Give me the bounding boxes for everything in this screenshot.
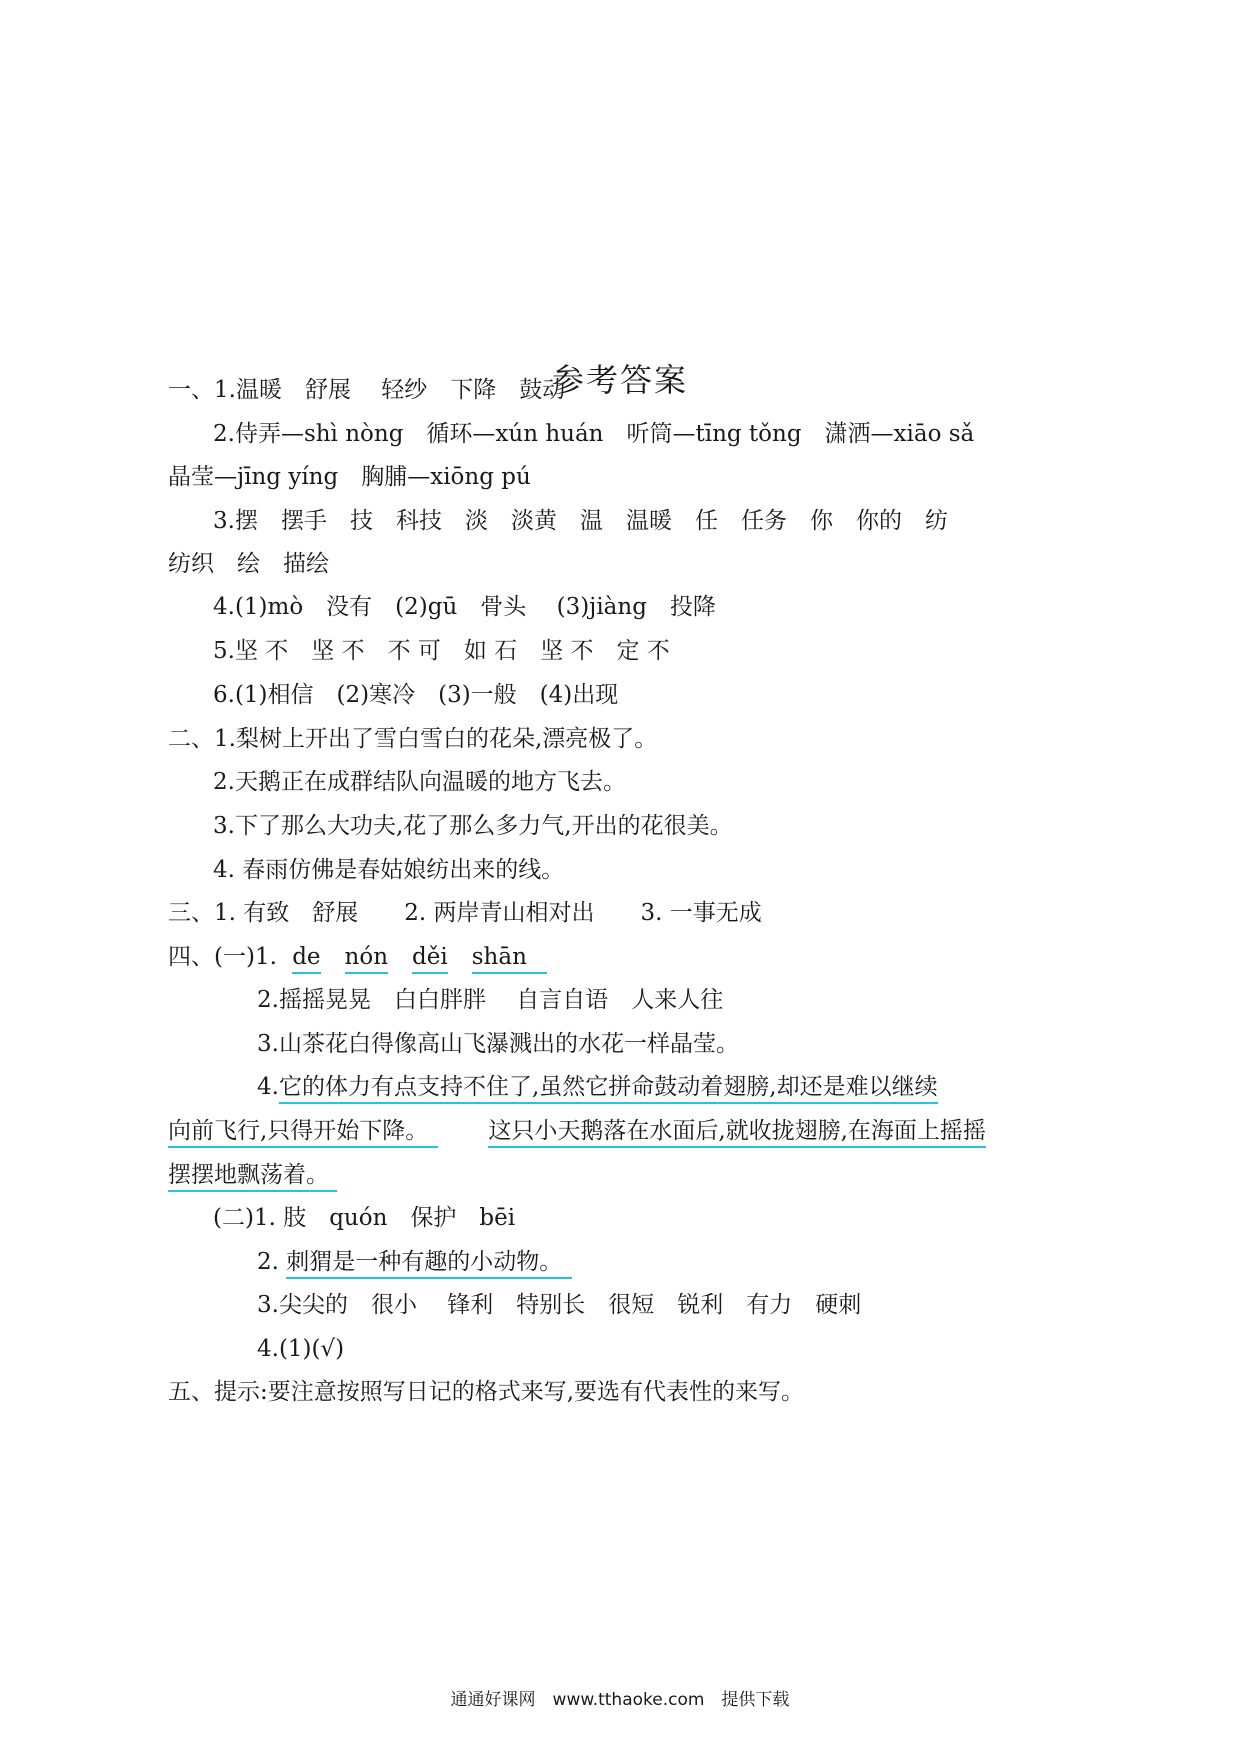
s4-b-line-1: (二)1. 肢 quón 保护 bēi — [213, 1205, 516, 1231]
s4-line-2: 2.摇摇晃晃 白白胖胖 自言自语 人来人往 — [257, 987, 724, 1013]
s4-b-line-2 — [257, 1247, 572, 1277]
s1-line-8: 6.(1)相信 (2)寒冷 (3)一般 (4)出现 — [213, 682, 619, 708]
s4-b-line-2-number: 2. — [257, 1249, 287, 1275]
s4-line-5-answer-b: 这只小天鹅落在水面后,就收拢翅膀,在海面上摇摇 — [488, 1118, 986, 1148]
s2-line-4: 4. 春雨仿佛是春姑娘纺出来的线。 — [213, 857, 565, 883]
s2-line-3: 3.下了那么大功夫,花了那么多力气,开出的花很美。 — [213, 813, 733, 839]
s4-line-3: 3.山茶花白得像高山飞瀑溅出的水花一样晶莹。 — [257, 1031, 739, 1057]
s4-line-6 — [168, 1160, 337, 1190]
s4-b-line-4: 4.(1)(√) — [257, 1336, 345, 1362]
s4-line-6-answer: 摆摆地飘荡着。 — [168, 1162, 337, 1192]
s1-line-4: 3.摆 摆手 技 科技 淡 淡黄 温 温暖 任 任务 你 你的 纺 — [213, 508, 948, 534]
pinyin-answer-2: nón — [345, 944, 388, 974]
s4-line-1 — [168, 942, 547, 972]
s1-line-5: 纺织 绘 描绘 — [168, 551, 329, 577]
s4-b-line-2-answer: 刺猬是一种有趣的小动物。 — [286, 1249, 572, 1279]
s4-line-4 — [257, 1072, 938, 1102]
s2-line-2: 2.天鹅正在成群结队向温暖的地方飞去。 — [213, 769, 626, 795]
s3-line-1: 三、1. 有致 舒展 2. 两岸青山相对出 3. 一事无成 — [168, 900, 762, 926]
s4-prefix: 四、(一)1. — [168, 944, 277, 970]
footer-credit: 通通好课网 www.tthaoke.com 提供下载 — [450, 1690, 790, 1710]
s1-line-3: 晶莹—jīng yíng 胸脯—xiōng pú — [168, 464, 531, 490]
s4-line-5-answer-a: 向前飞行,只得开始下降。 — [168, 1118, 438, 1148]
s1-line-7: 5.坚 不 坚 不 不 可 如 石 坚 不 定 不 — [213, 638, 670, 664]
pinyin-answer-3: děi — [412, 944, 448, 974]
pinyin-answer-4: shān — [472, 944, 547, 974]
page-title: 参考答案 — [551, 361, 688, 399]
s1-line-2: 2.侍弄—shì nòng 循环—xún huán 听筒—tīng tǒng 潇洒—xiāo sǎ — [213, 421, 975, 447]
s5-line-1: 五、提示:要注意按照写日记的格式来写,要选有代表性的来写。 — [168, 1379, 805, 1405]
s1-line-6: 4.(1)mò 没有 (2)gū 骨头 (3)jiàng 投降 — [213, 594, 716, 620]
s4-b-line-3: 3.尖尖的 很小 锋利 特别长 很短 锐利 有力 硬刺 — [257, 1292, 862, 1318]
s4-line-5 — [168, 1116, 986, 1146]
pinyin-answer-1: de — [292, 944, 320, 974]
s4-line-4-number: 4. — [257, 1074, 279, 1100]
s2-line-1: 二、1.梨树上开出了雪白雪白的花朵,漂亮极了。 — [168, 726, 658, 752]
s1-line-1: 一、1.温暖 舒展 轻纱 下降 鼓动 — [168, 377, 566, 403]
s4-line-4-answer: 它的体力有点支持不住了,虽然它拼命鼓动着翅膀,却还是难以继续 — [279, 1074, 938, 1104]
